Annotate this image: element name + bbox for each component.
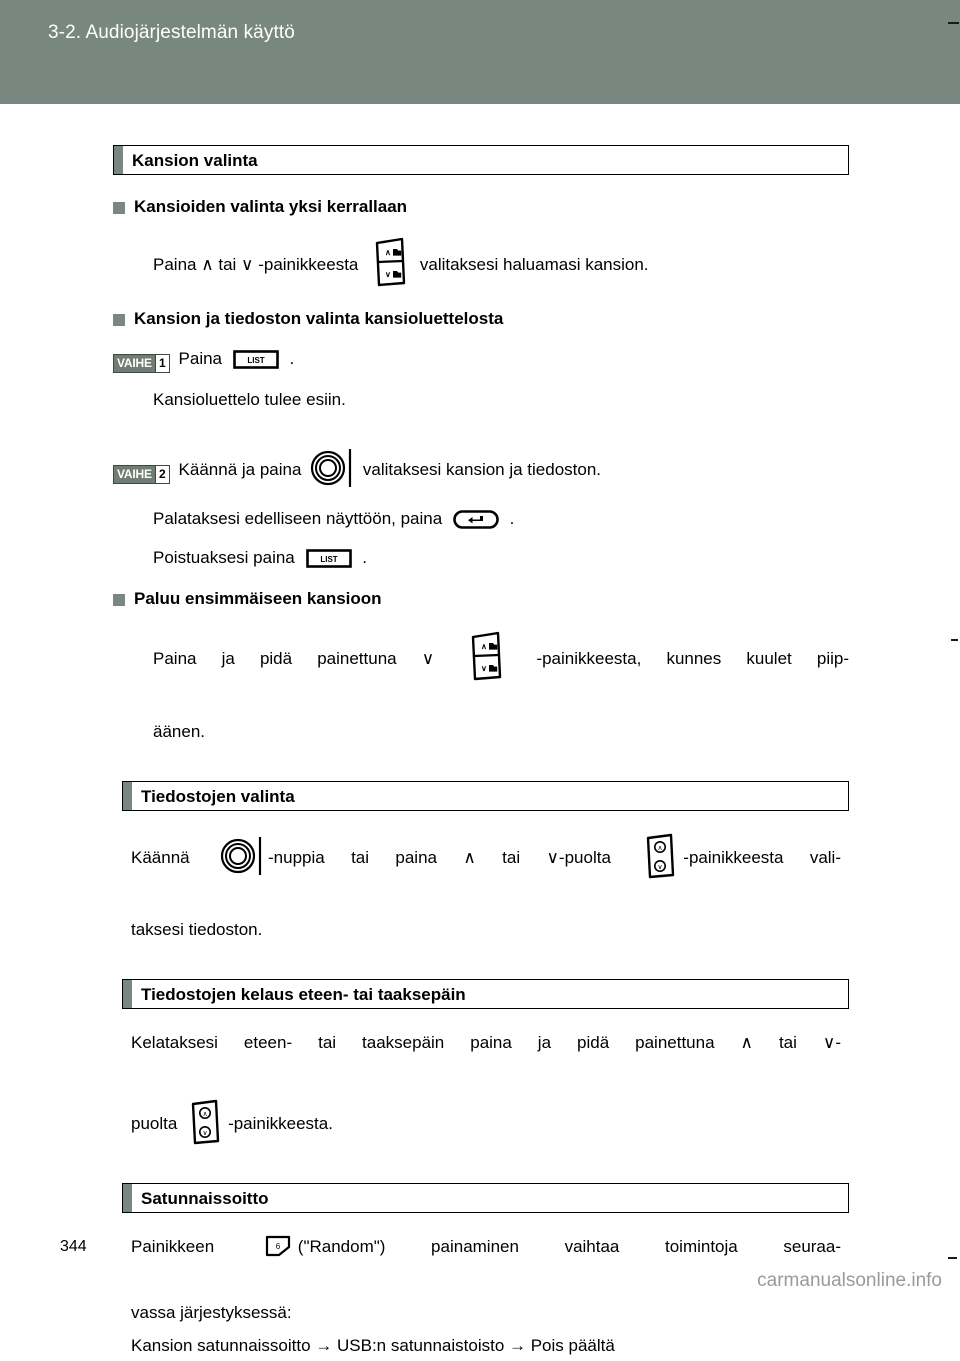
- text-part-1: Käännä: [131, 848, 190, 867]
- chapter-title: 3-2. Audiojärjestelmän käyttö: [48, 22, 295, 43]
- note-1-text-before-icon: Palataksesi edelliseen näyttöön, paina: [153, 509, 443, 528]
- folder-up-down-button-icon: [465, 631, 505, 681]
- note-2-text-before-icon: Poistuaksesi paina: [153, 548, 295, 567]
- text-before-icon: Paina ∧ tai ∨ -painikkeesta: [153, 255, 359, 274]
- tuning-knob-icon: [310, 447, 354, 489]
- section-title: Tiedostojen kelaus eteen- tai taaksepäin: [141, 984, 466, 1004]
- chapter-header-band: [0, 0, 960, 104]
- paragraph-paluu-ensimmaiseen: [153, 631, 849, 712]
- bullet-square-icon: [113, 314, 125, 326]
- svg-text:LIST: LIST: [247, 356, 265, 366]
- paragraph-paluu-wrap: äänen.: [153, 722, 205, 741]
- bullet-square-icon: [113, 202, 125, 214]
- text-part-3: -painikkeesta.: [228, 1114, 333, 1133]
- note-2-text-after-icon: .: [362, 548, 367, 567]
- step-badge-2: [113, 465, 170, 484]
- section-accent-bar: [114, 146, 123, 174]
- section-accent-bar: [123, 782, 132, 810]
- tuning-knob-icon: [220, 835, 264, 877]
- step-badge-label: VAIHE: [114, 466, 155, 483]
- paragraph-tiedostojen-kelaus: Kelataksesi eteen- tai taaksepäin paina ja pidä painettuna ∧ tai ∨-: [131, 1033, 841, 1052]
- page-number: 344: [60, 1238, 87, 1255]
- paragraph-tiedostojen-kelaus-wrap: [131, 1099, 849, 1145]
- section-title: Satunnaissoitto: [141, 1188, 269, 1208]
- subsection-heading-kansioluettelosta: [113, 309, 849, 329]
- svg-text:LIST: LIST: [319, 555, 338, 565]
- paragraph-tiedostojen-valinta: [131, 833, 841, 910]
- paragraph-satunnaissoitto-order: Kansion satunnaissoitto → USB:n satunnaistoisto → Pois päältä: [131, 1336, 615, 1355]
- list-button-icon: [306, 549, 352, 568]
- back-button-icon: [453, 510, 499, 529]
- svg-text:∨: ∨: [385, 270, 391, 279]
- text-part-2: ("Random") painaminen vaihtaa toimintoja seuraa-: [297, 1237, 841, 1256]
- section-title: Tiedostojen valinta: [141, 786, 295, 806]
- step-1-note: Kansioluettelo tulee esiin.: [153, 390, 346, 409]
- step-2-text-before-icon: Käännä ja paina: [178, 460, 302, 479]
- step-1-row: [113, 343, 849, 374]
- svg-text:∨: ∨: [657, 864, 663, 871]
- crop-mark-top-right: [948, 22, 959, 24]
- text-part-2: -nuppia tai paina ∧ tai ∨-puolta: [268, 848, 611, 867]
- text-part-1: Painikkeen: [131, 1237, 215, 1256]
- step-2-row: [113, 447, 849, 489]
- folder-up-down-button-icon: [369, 237, 409, 287]
- section-header-tiedostojen-kelaus: [122, 979, 849, 1009]
- subsection-heading-kansioiden-valinta: [113, 197, 849, 217]
- svg-text:∧: ∧: [657, 845, 663, 852]
- subsection-heading-paluu-ensimmaiseen: [113, 589, 849, 609]
- text-part-2: puolta: [131, 1114, 178, 1133]
- section-header-satunnaissoitto: [122, 1183, 849, 1213]
- section-header-tiedostojen-valinta: [122, 781, 849, 811]
- text-after-icon: valitaksesi haluamasi kansion.: [419, 255, 649, 274]
- svg-text:∨: ∨: [202, 1130, 208, 1137]
- subsection-heading-label: Kansioiden valinta yksi kerrallaan: [134, 197, 408, 216]
- text-after-icon: -painikkeesta, kunnes kuulet piip-: [536, 649, 849, 668]
- step-1-text-before-icon: Paina: [178, 349, 223, 368]
- paragraph-tiedostojen-valinta-wrap: taksesi tiedoston.: [131, 920, 263, 939]
- note-1-text-after-icon: .: [509, 509, 515, 528]
- random-button-icon: [265, 1235, 293, 1257]
- step-2-note-2: [153, 542, 849, 573]
- page-body: [0, 104, 960, 1355]
- step-1-text-after-icon: .: [289, 349, 295, 368]
- paragraph-satunnaissoitto-wrap: vassa järjestyksessä:: [131, 1303, 292, 1322]
- svg-text:∧: ∧: [481, 642, 488, 651]
- section-header-kansion-valinta: [113, 145, 849, 175]
- step-badge-label: VAIHE: [114, 355, 155, 372]
- svg-text:∧: ∧: [385, 248, 391, 257]
- step-badge-number: 2: [155, 466, 169, 483]
- subsection-heading-label: Paluu ensimmäiseen kansioon: [134, 589, 382, 608]
- bullet-square-icon: [113, 594, 125, 606]
- paragraph-kansioiden-valinta: [153, 237, 849, 287]
- step-2-note-1: [153, 503, 849, 534]
- paragraph-satunnaissoitto: [131, 1231, 841, 1293]
- watermark: carmanualsonline.info: [757, 1270, 942, 1291]
- step-badge-1: [113, 354, 170, 373]
- list-button-icon: [233, 350, 279, 369]
- text-before-icon: Paina ja pidä painettuna ∨: [153, 649, 435, 668]
- svg-text:6: 6: [275, 1242, 281, 1251]
- section-title: Kansion valinta: [132, 150, 258, 170]
- seek-up-down-button-icon: [642, 833, 678, 879]
- step-2-text-after-icon: valitaksesi kansion ja tiedoston.: [362, 460, 602, 479]
- svg-text:∨: ∨: [481, 664, 488, 673]
- text-part-3: -painikkeesta vali-: [683, 848, 841, 867]
- section-accent-bar: [123, 980, 132, 1008]
- section-accent-bar: [123, 1184, 132, 1212]
- seek-up-down-button-icon: [187, 1099, 223, 1145]
- svg-text:∧: ∧: [202, 1111, 208, 1118]
- page-content: [113, 145, 849, 1361]
- subsection-heading-label: Kansion ja tiedoston valinta kansioluettelosta: [134, 309, 504, 328]
- step-badge-number: 1: [155, 355, 169, 372]
